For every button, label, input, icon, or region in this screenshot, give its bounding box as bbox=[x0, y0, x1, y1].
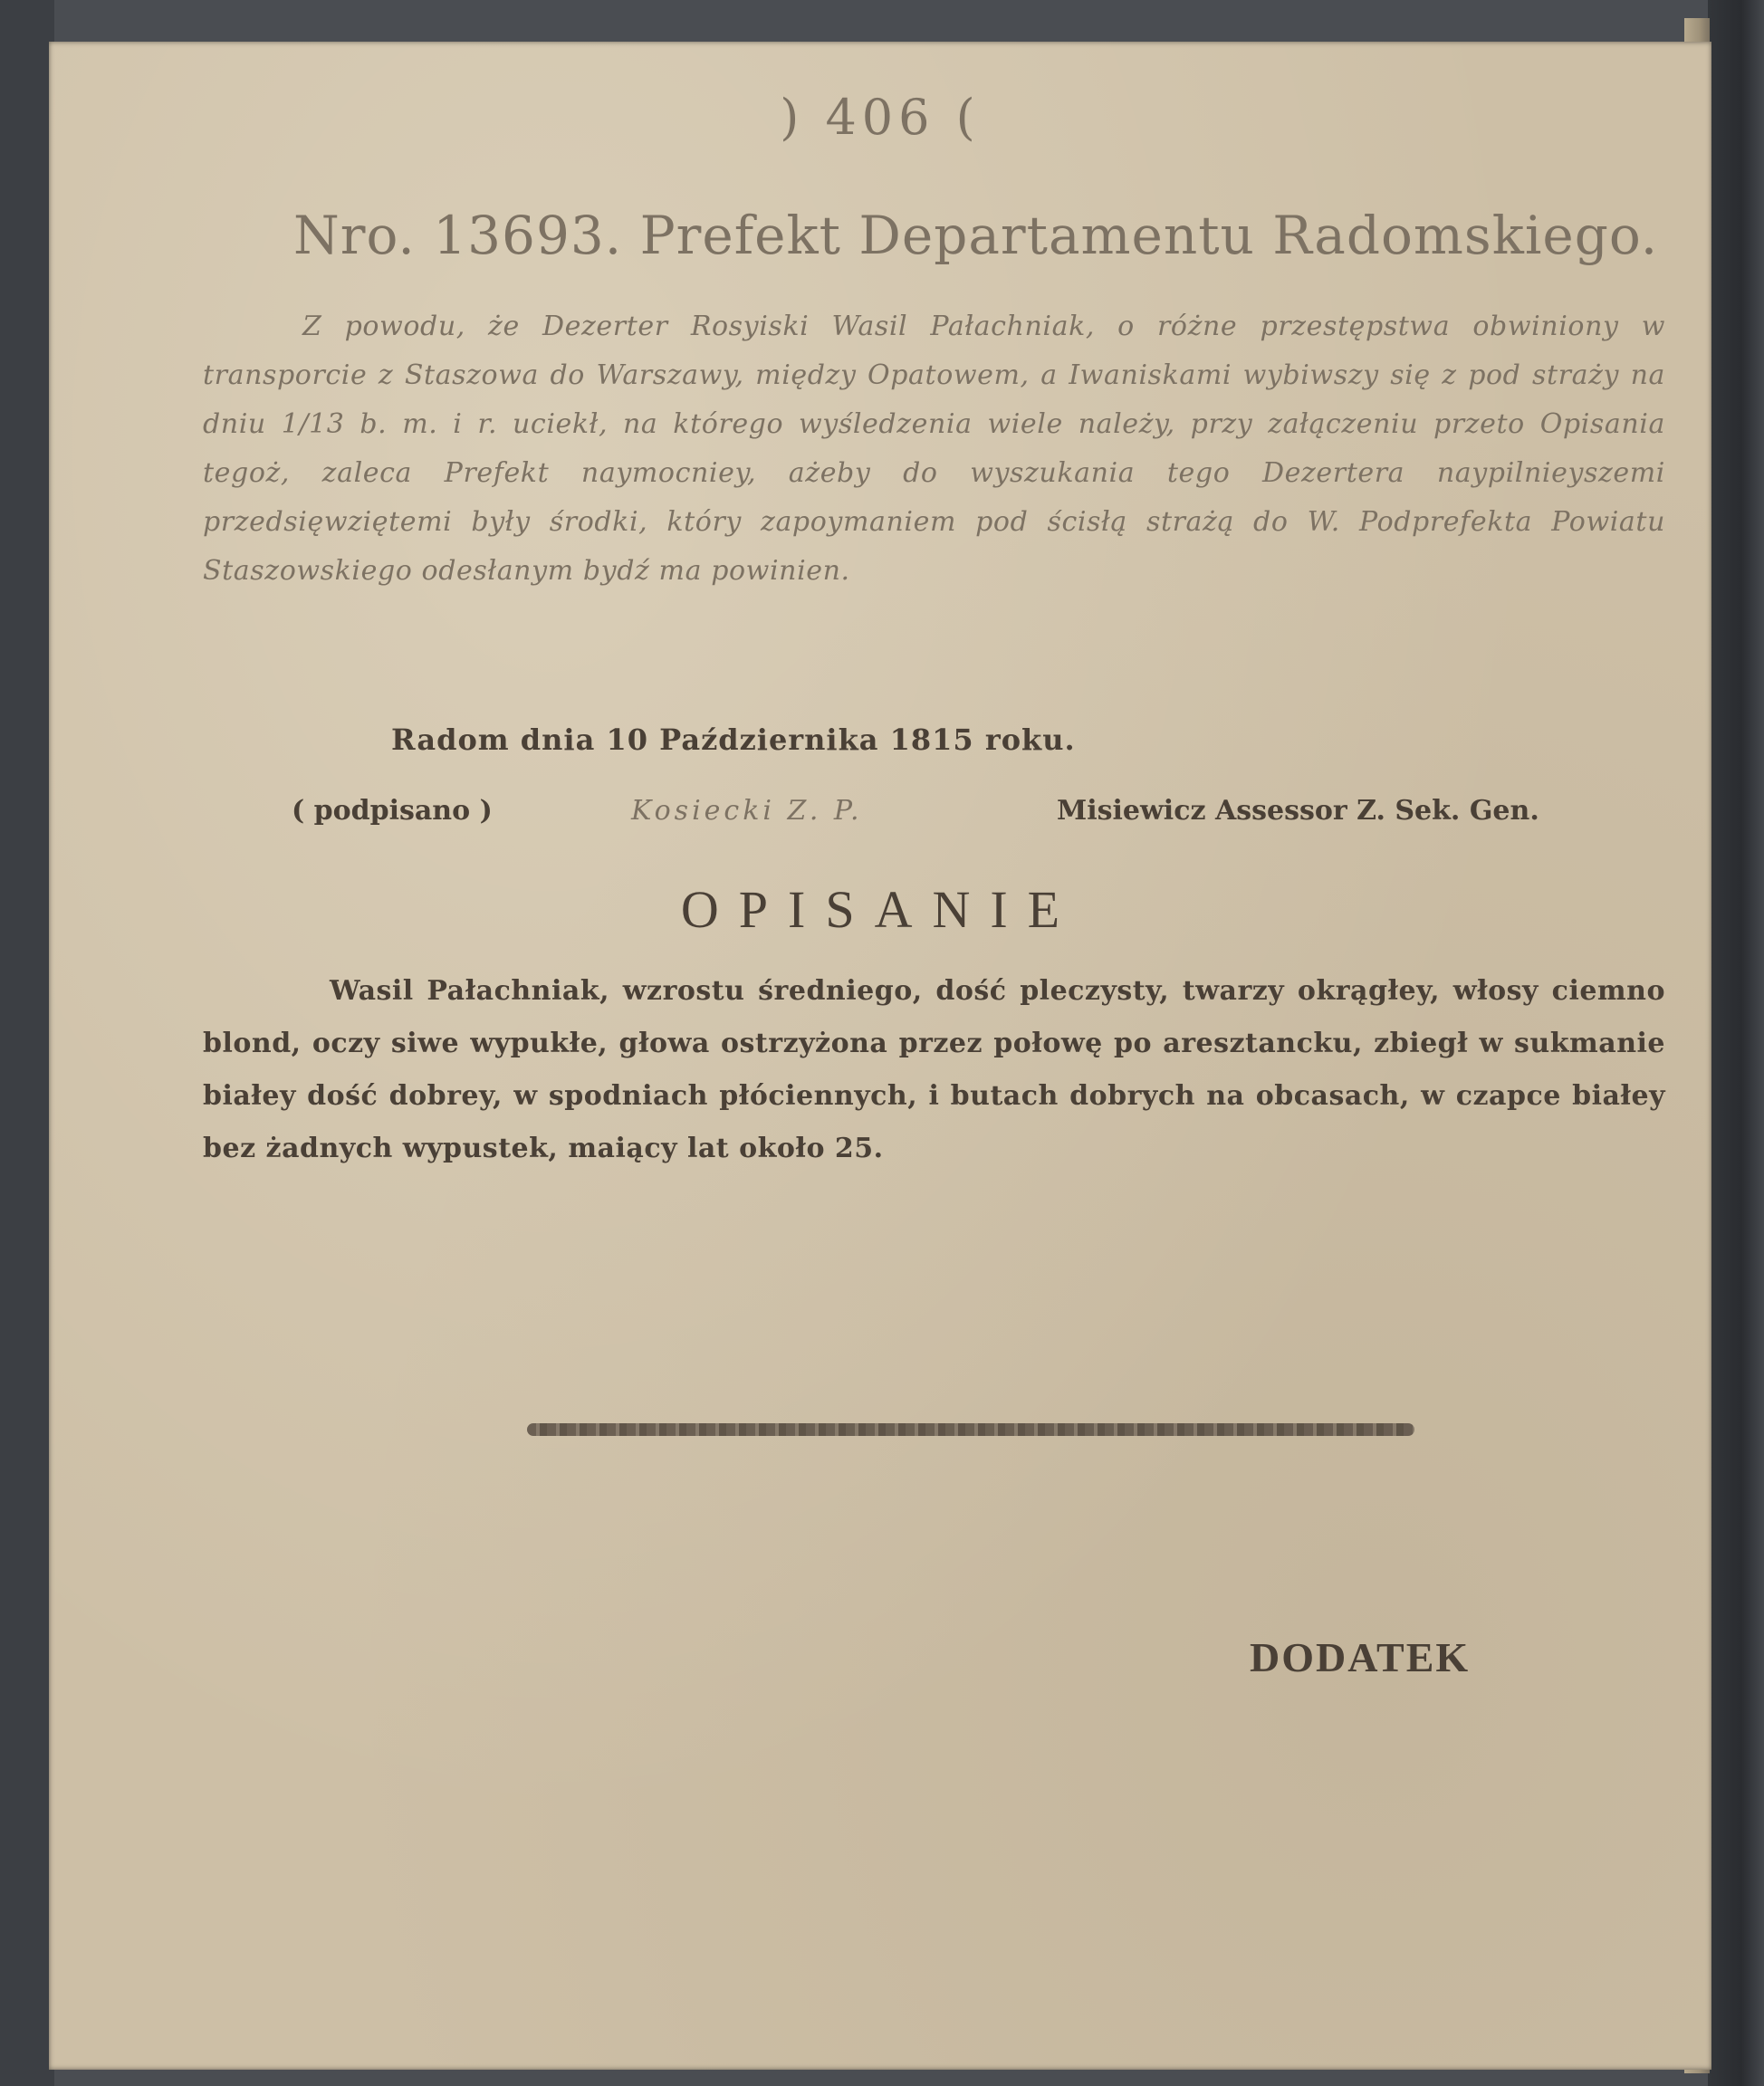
scanner-background-right bbox=[1708, 0, 1764, 2086]
description-title: OPISANIE bbox=[680, 880, 1080, 939]
page-number: ) 406 ( bbox=[780, 89, 981, 146]
decorative-rule bbox=[527, 1423, 1414, 1436]
catchword: DODATEK bbox=[1250, 1634, 1471, 1680]
assessor-name: Misiewicz Assessor Z. Sek. Gen. bbox=[1057, 795, 1539, 827]
signature-line bbox=[292, 795, 1577, 840]
signature-label: ( podpisano ) bbox=[292, 795, 493, 827]
notice-paragraph: Z powodu, że Dezerter Rosyiski Wasil Pałachniak, o różne przestępstwa obwiniony w transporcie z Staszowa do Warszawy, między Opatowem, a Iwaniskami wybiwszy się z pod straży na dniu 1/13 b. m. i r. uciekł, na którego wyśledzenia wiele należy, przy załączeniu przeto Opisania tegoż, zaleca Prefekt naymocniey, ażeby do wyszukania tego Dezertera naypilnieyszemi przedsięwziętemi były środki, który zapoymaniem pod ścisłą strażą do W. Podprefekta Powiatu Staszowskiego odesłanym bydź ma powinien. bbox=[203, 311, 1665, 587]
description-paragraph: Wasil Pałachniak, wzrostu średniego, dość pleczysty, twarzy okrągłey, włosy ciemno blond, oczy siwe wypukłe, głowa ostrzyżona przez połowę po aresztancku, zbiegł w sukmanie białey dość dobrey, w spodniach płóciennych, i butach dobrych na obcasach, w czapce białey bez żadnych wypustek, maiący lat około 25. bbox=[203, 975, 1665, 1164]
signatory-name: Kosiecki Z. P. bbox=[631, 795, 863, 827]
dateline: Radom dnia 10 Października 1815 roku. bbox=[391, 722, 1076, 757]
scanner-background-left bbox=[0, 0, 54, 2086]
document-page bbox=[49, 42, 1711, 2070]
document-heading: Nro. 13693. Prefekt Departamentu Radomskiego. bbox=[293, 205, 1659, 266]
